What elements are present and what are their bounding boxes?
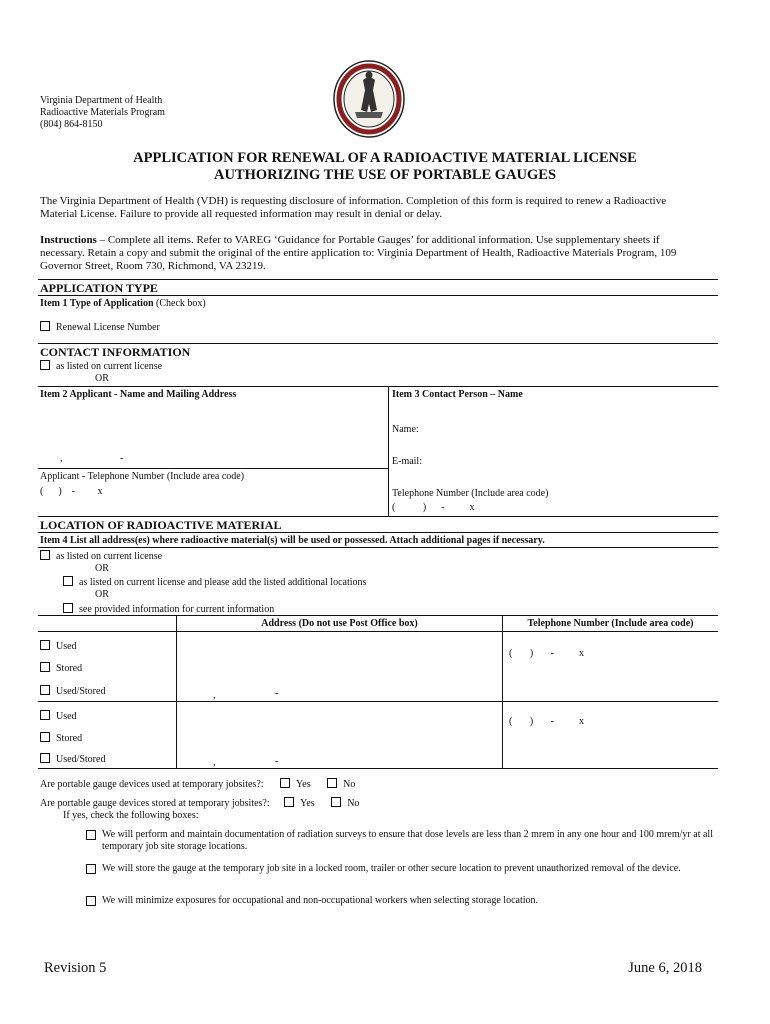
temp-check-1-label: We will perform and maintain documentation of radiation surveys to ensure that dose levels are less than 2 mrem in any one hour and 100 mrem/yr at all temporary job site storage locations.: [102, 829, 713, 852]
row1-used-label: Used: [56, 641, 77, 652]
temp-q1-yes-checkbox[interactable]: [280, 778, 290, 788]
renewal-checkbox[interactable]: [40, 321, 50, 331]
instructions-text: – Complete all items. Refer to VAREG ‘Guidance for Portable Gauges’ for additional information. Use supplementary sheets if necessary. Retain a copy and submit the original of the entire application to: Virginia Department of Health, Radioactive Materials Program, 109 Governor Street, Room 730, Richmond, VA 23219.: [40, 234, 677, 272]
applicant-phone-label: Applicant - Telephone Number (Include area code): [40, 471, 245, 482]
row1-phone-field[interactable]: ( ) - x: [509, 648, 584, 659]
row1-used-stored-label: Used/Stored: [56, 686, 106, 697]
renewal-option: [40, 321, 160, 334]
temp-q2: [40, 797, 359, 810]
temp-q2-no-checkbox[interactable]: [331, 797, 341, 807]
row2-addr-dash: -: [275, 756, 279, 767]
temp-if-yes: If yes, check the following boxes:: [63, 810, 199, 821]
divider: [38, 295, 718, 296]
program-phone: (804) 864-8150: [40, 119, 103, 130]
contact-as-listed-checkbox[interactable]: [40, 360, 50, 370]
location-opt2-checkbox[interactable]: [63, 576, 73, 586]
item4-label: Item 4 List all address(es) where radioactive material(s) will be used or possessed. Attach additional pages if necessary.: [40, 535, 545, 546]
temp-check-1-checkbox[interactable]: [86, 830, 96, 840]
row1-used-stored: [40, 685, 105, 698]
location-or-1: OR: [95, 563, 109, 574]
row1-used-checkbox[interactable]: [40, 640, 50, 650]
temp-check-2-label: We will store the gauge at the temporary job site in a locked room, trailer or other secure location to prevent unauthorized removal of the device.: [102, 863, 681, 874]
temp-q2-yes-label: Yes: [300, 798, 315, 809]
temp-q2-no-label: No: [347, 798, 360, 809]
temp-check-3-label: We will minimize exposures for occupational and non-occupational workers when selecting storage location.: [102, 895, 539, 906]
item2-label: Item 2 Applicant - Name and Mailing Address: [40, 389, 237, 400]
divider: [38, 547, 718, 548]
temp-check-2-checkbox[interactable]: [86, 864, 96, 874]
agency-header: [40, 95, 165, 131]
title-line-1: APPLICATION FOR RENEWAL OF A RADIOACTIVE MATERIAL LICENSE: [133, 150, 637, 166]
location-opt2: [63, 576, 366, 589]
row2-used-label: Used: [56, 711, 77, 722]
divider: [38, 343, 718, 344]
applicant-phone-field[interactable]: ( ) - x: [40, 486, 103, 497]
table-col-divider: [176, 615, 177, 768]
temp-check-3: [86, 895, 716, 907]
row2-stored-checkbox[interactable]: [40, 732, 50, 742]
temp-q1-yes-label: Yes: [296, 779, 311, 790]
row2-phone-field[interactable]: ( ) - x: [509, 716, 584, 727]
column-divider: [388, 386, 389, 517]
row2-used-checkbox[interactable]: [40, 710, 50, 720]
row1-stored-label: Stored: [56, 663, 83, 674]
divider: [38, 532, 718, 533]
row1-stored: [40, 662, 82, 675]
item1-label: Item 1 Type of Application: [40, 298, 154, 309]
contact-heading: CONTACT INFORMATION: [40, 345, 191, 359]
instructions-paragraph: [40, 234, 700, 273]
address-dash: -: [120, 453, 124, 464]
table-row-border: [38, 701, 718, 702]
temp-q1-no-checkbox[interactable]: [327, 778, 337, 788]
row1-used-stored-checkbox[interactable]: [40, 685, 50, 695]
row1-stored-checkbox[interactable]: [40, 662, 50, 672]
virginia-seal-icon: [333, 60, 405, 138]
row2-addr-comma: ,: [213, 757, 216, 768]
row1-addr-comma: ,: [213, 690, 216, 701]
renewal-label: Renewal License Number: [56, 322, 160, 333]
item3-label: Item 3 Contact Person – Name: [392, 389, 523, 400]
footer-revision: Revision 5: [44, 960, 107, 976]
location-heading: LOCATION OF RADIOACTIVE MATERIAL: [40, 518, 282, 532]
instructions-label: Instructions: [40, 234, 97, 246]
contact-name-label: Name:: [392, 424, 419, 435]
temp-check-1: [86, 829, 716, 853]
application-type-heading: APPLICATION TYPE: [40, 281, 158, 295]
temp-q2-yes-checkbox[interactable]: [284, 797, 294, 807]
col-address-header: Address (Do not use Post Office box): [261, 618, 418, 629]
location-opt1: [40, 550, 162, 563]
item1-line: [40, 298, 206, 310]
row2-used-stored-label: Used/Stored: [56, 754, 106, 765]
location-opt1-checkbox[interactable]: [40, 550, 50, 560]
location-or-2: OR: [95, 589, 109, 600]
row2-used-stored-checkbox[interactable]: [40, 753, 50, 763]
location-opt1-label: as listed on current license: [56, 551, 163, 562]
temp-q2-label: Are portable gauge devices stored at temporary jobsites?:: [40, 798, 270, 809]
contact-phone-label: Telephone Number (Include area code): [392, 488, 549, 499]
divider: [38, 279, 718, 280]
row1-used: [40, 640, 77, 653]
divider: [38, 468, 388, 469]
contact-or: OR: [95, 373, 109, 384]
address-comma: ,: [60, 453, 63, 464]
table-header-border: [38, 631, 718, 632]
table-top-border: [38, 615, 718, 616]
col-phone-header: Telephone Number (Include area code): [527, 618, 694, 629]
title-line-2: AUTHORIZING THE USE OF PORTABLE GAUGES: [213, 167, 557, 183]
temp-check-3-checkbox[interactable]: [86, 896, 96, 906]
program-name: Radioactive Materials Program: [40, 107, 165, 118]
contact-phone-field[interactable]: ( ) - x: [392, 502, 475, 513]
divider: [38, 516, 718, 517]
contact-email-label: E-mail:: [392, 456, 422, 467]
intro-paragraph: The Virginia Department of Health (VDH) is requesting disclosure of information. Completion of this form is required to renew a Radioactive Material License. Failure to provide all requested information may result in denial or delay.: [40, 195, 667, 220]
contact-as-listed: [40, 360, 162, 373]
footer-date: June 6, 2018: [628, 960, 702, 976]
agency-name: Virginia Department of Health: [40, 95, 163, 106]
location-opt3-checkbox[interactable]: [63, 603, 73, 613]
temp-check-2: [86, 863, 716, 875]
form-title: [0, 150, 770, 184]
temp-q1-label: Are portable gauge devices used at temporary jobsites?:: [40, 779, 264, 790]
row2-stored: [40, 732, 82, 745]
contact-as-listed-label: as listed on current license: [56, 361, 163, 372]
row1-addr-dash: -: [275, 688, 279, 699]
divider: [38, 386, 718, 387]
row2-used-stored: [40, 753, 105, 766]
table-col-divider: [502, 615, 503, 768]
location-opt2-label: as listed on current license and please add the listed additional locations: [79, 577, 367, 588]
temp-q1-no-label: No: [343, 779, 356, 790]
location-opt3-label: see provided information for current information: [79, 604, 275, 615]
row2-used: [40, 710, 77, 723]
temp-q1: [40, 778, 355, 791]
row2-stored-label: Stored: [56, 733, 83, 744]
table-bottom-border: [38, 768, 718, 769]
item1-note: (Check box): [153, 298, 206, 309]
